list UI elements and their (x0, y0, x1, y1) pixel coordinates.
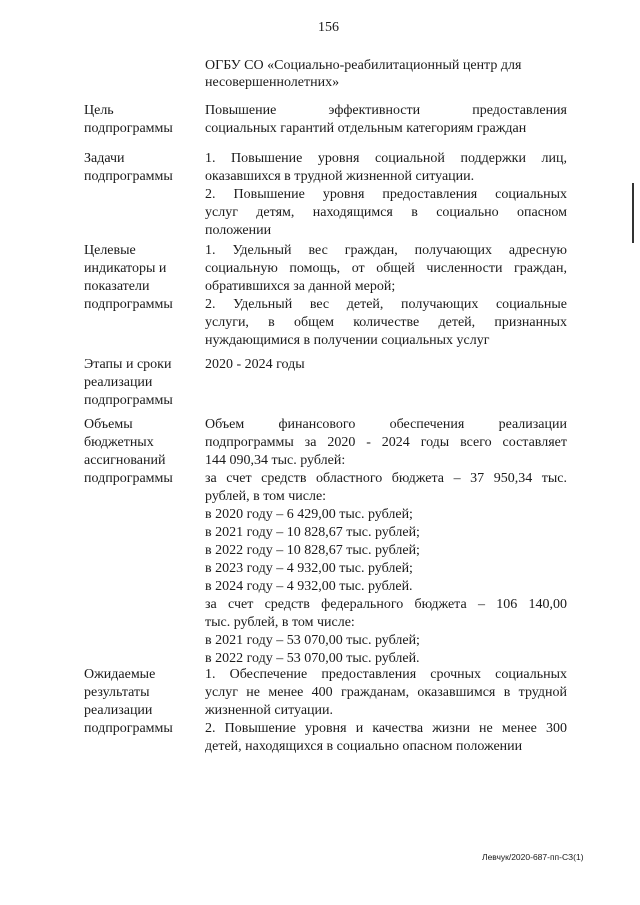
content-line: социальную помощь, от общей численности граждан, (205, 261, 567, 276)
content-line: услуг детям, находящимся в социально опасном (205, 205, 567, 220)
content-line: 1. Повышение уровня социальной поддержки лиц, (205, 151, 567, 166)
page-number: 156 (318, 20, 339, 35)
content-line: услуги, в общем количестве детей, признанных (205, 315, 567, 330)
content-line: обратившихся за данной мерой; (205, 279, 396, 294)
content-line: в 2021 году – 10 828,67 тыс. рублей; (205, 525, 420, 540)
content-line: 144 090,34 тыс. рублей: (205, 453, 346, 468)
content-line: подпрограммы за 2020 - 2024 годы всего составляет (205, 435, 567, 450)
organization-name: ОГБУ СО «Социально-реабилитационный центр для несовершеннолетних» (205, 58, 522, 90)
row-content (205, 356, 567, 374)
content-line: услуг не менее 400 гражданам, оказавшимся в трудной (205, 685, 567, 700)
content-line: 2. Повышение уровня и качества жизни не менее 300 (205, 721, 567, 736)
content-line: положении (205, 223, 272, 238)
content-line: социальных гарантий отдельным категориям граждан (205, 121, 527, 136)
content-line: в 2020 году – 6 429,00 тыс. рублей; (205, 507, 413, 522)
content-line: в 2021 году – 53 070,00 тыс. рублей; (205, 633, 420, 648)
content-line: в 2022 году – 53 070,00 тыс. рублей. (205, 651, 420, 666)
row-content (205, 666, 567, 756)
content-line: в 2023 году – 4 932,00 тыс. рублей; (205, 561, 413, 576)
content-line: 2. Повышение уровня предоставления социальных (205, 187, 567, 202)
row-label: Этапы и сроки реализации подпрограммы (84, 357, 173, 408)
content-line: за счет средств федерального бюджета – 106 140,00 (205, 597, 567, 612)
content-line: Повышение эффективности предоставления (205, 103, 567, 118)
row-content (205, 242, 567, 350)
document-code: Левчук/2020-687-пп-СЗ(1) (482, 852, 584, 862)
content-line: тыс. рублей, в том числе: (205, 615, 355, 630)
content-line: Объем финансового обеспечения реализации (205, 417, 567, 432)
row-content (205, 102, 567, 138)
content-line: оказавшихся в трудной жизненной ситуации. (205, 169, 475, 184)
row-content (205, 150, 567, 240)
row-label: Целевые индикаторы и показатели подпрограммы (84, 243, 173, 312)
content-line: рублей, в том числе: (205, 489, 327, 504)
content-line: в 2022 году – 10 828,67 тыс. рублей; (205, 543, 420, 558)
content-line: жизненной ситуации. (205, 703, 334, 718)
scan-edge-mark (632, 183, 634, 243)
row-label: Ожидаемые результаты реализации подпрограммы (84, 667, 173, 736)
row-label: Цель подпрограммы (84, 103, 173, 136)
content-line: нуждающимися в получении социальных услуг (205, 333, 490, 348)
row-content (205, 416, 567, 668)
content-line: детей, находящихся в социально опасном положении (205, 739, 523, 754)
content-line: 1. Удельный вес граждан, получающих адресную (205, 243, 567, 258)
content-line: 2. Удельный вес детей, получающих социальные (205, 297, 567, 312)
content-line: 2020 - 2024 годы (205, 357, 305, 372)
content-line: 1. Обеспечение предоставления срочных социальных (205, 667, 567, 682)
row-label: Задачи подпрограммы (84, 151, 173, 184)
content-line: в 2024 году – 4 932,00 тыс. рублей. (205, 579, 413, 594)
content-line: за счет средств областного бюджета – 37 950,34 тыс. (205, 471, 567, 486)
row-label: Объемы бюджетных ассигнований подпрограммы (84, 417, 173, 486)
